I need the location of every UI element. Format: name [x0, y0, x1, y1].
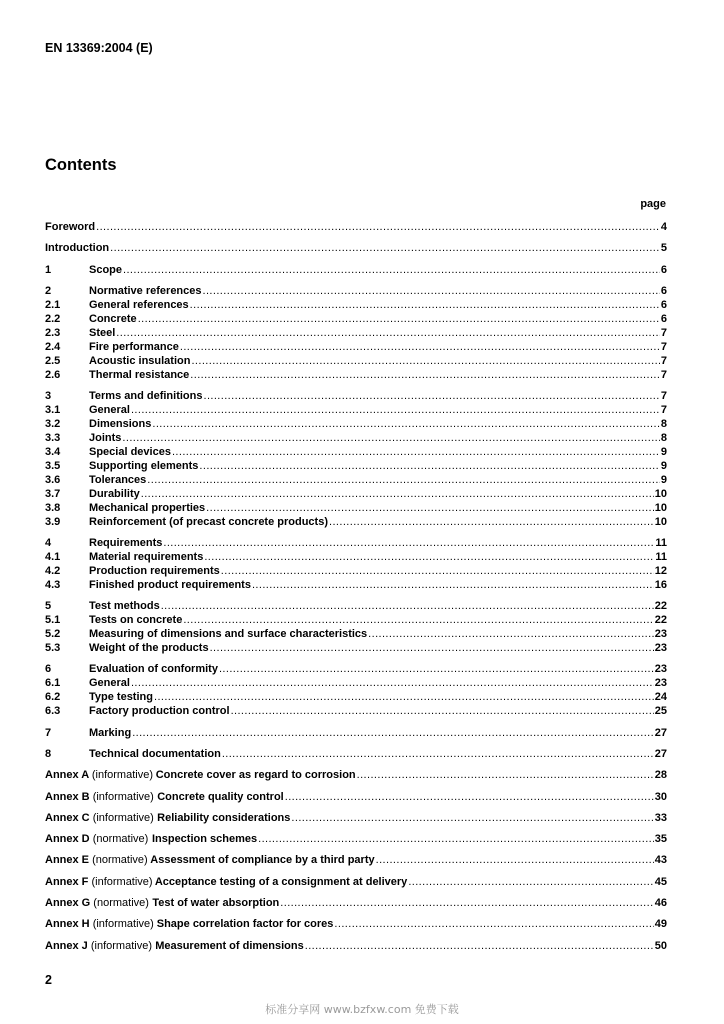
toc-entry-page: 12 — [654, 565, 667, 577]
dot-leader — [222, 747, 654, 761]
dot-leader — [357, 768, 654, 782]
toc-entry[interactable] — [45, 284, 667, 298]
dot-leader — [154, 690, 654, 704]
toc-entry-page: 25 — [654, 705, 667, 717]
annex-page: 49 — [654, 918, 667, 930]
annex-title: Assessment of compliance by a third party — [150, 854, 375, 866]
toc-entry-title: Measuring of dimensions and surface characteristics — [89, 628, 368, 640]
toc-entry[interactable] — [45, 220, 667, 234]
toc-entry-number: 4 — [45, 537, 52, 549]
dot-leader — [199, 459, 659, 473]
toc-entry[interactable] — [45, 550, 667, 564]
annex-title: Concrete quality control — [157, 791, 284, 803]
annex-page: 45 — [654, 876, 667, 888]
toc-entry-page: 7 — [660, 341, 667, 353]
toc-entry[interactable] — [45, 403, 667, 417]
toc-entry-page: 7 — [660, 390, 667, 402]
document-id: EN 13369:2004 (E) — [45, 41, 153, 55]
annex-page: 46 — [654, 897, 667, 909]
toc-entry-number: 8 — [45, 748, 52, 760]
page-column-label: page — [640, 198, 666, 210]
annex-page: 28 — [654, 769, 667, 781]
toc-entry-number: 5.1 — [45, 614, 61, 626]
dot-leader — [131, 676, 654, 690]
dot-leader — [110, 241, 660, 255]
dot-leader — [368, 627, 654, 641]
annex-type: (normative) — [92, 833, 149, 845]
toc-entry-page: 23 — [654, 642, 667, 654]
dot-leader — [203, 389, 659, 403]
toc-entry[interactable] — [45, 326, 667, 340]
toc-entry[interactable] — [45, 389, 667, 403]
toc-entry-number: 2.2 — [45, 313, 61, 325]
toc-entry-title: Joints — [89, 432, 122, 444]
toc-entry-title: Introduction — [45, 242, 110, 254]
toc-entry[interactable] — [45, 263, 667, 277]
dot-leader — [116, 326, 660, 340]
annex-type: (informative) — [91, 769, 153, 781]
toc-entry-title: Type testing — [89, 691, 153, 703]
toc-entry-page: 7 — [660, 327, 667, 339]
page-number: 2 — [45, 973, 52, 987]
toc-entry-title: Normative references — [89, 285, 202, 297]
toc-entry[interactable] — [45, 747, 667, 761]
dot-leader — [280, 896, 653, 910]
toc-entry-number: 2 — [45, 285, 52, 297]
annex-page: 43 — [654, 854, 667, 866]
annex-page: 33 — [654, 812, 667, 824]
annex-type: (informative) — [90, 940, 152, 952]
toc-entry-title: Factory production control — [89, 705, 230, 717]
toc-entry-number: 5.2 — [45, 628, 61, 640]
annex-label: Annex B — [45, 791, 90, 803]
toc-annex-entry[interactable] — [45, 939, 667, 953]
toc-entry[interactable] — [45, 501, 667, 515]
dot-leader — [122, 431, 659, 445]
toc-entry-number: 2.4 — [45, 341, 61, 353]
annex-label: Annex A — [45, 769, 89, 781]
dot-leader — [408, 875, 653, 889]
toc-entry-title: Marking — [89, 727, 132, 739]
dot-leader — [141, 487, 654, 501]
dot-leader — [161, 599, 654, 613]
toc-entry-title: Terms and definitions — [89, 390, 203, 402]
toc-entry-number: 3.1 — [45, 404, 61, 416]
toc-entry-number: 2.1 — [45, 299, 61, 311]
annex-prefix — [45, 875, 153, 889]
toc-entry-page: 23 — [654, 663, 667, 675]
dot-leader — [206, 501, 654, 515]
annex-label: Annex D — [45, 833, 90, 845]
toc-entry[interactable] — [45, 340, 667, 354]
toc-entry-title: Production requirements — [89, 565, 220, 577]
toc-entry[interactable] — [45, 473, 667, 487]
toc-entry[interactable] — [45, 726, 667, 740]
annex-title: Acceptance testing of a consignment at delivery — [154, 876, 408, 888]
toc-entry[interactable] — [45, 487, 667, 501]
dot-leader — [96, 220, 660, 234]
toc-entry-page: 23 — [654, 677, 667, 689]
toc-entry[interactable] — [45, 368, 667, 382]
annex-prefix — [45, 896, 149, 910]
toc-entry-page: 10 — [654, 502, 667, 514]
dot-leader — [210, 641, 654, 655]
toc-entry-page: 8 — [660, 418, 667, 430]
toc-annex-entry[interactable] — [45, 811, 667, 825]
annex-prefix — [45, 811, 154, 825]
toc-entry[interactable] — [45, 676, 667, 690]
annex-type: (normative) — [92, 854, 148, 866]
toc-entry-number: 4.1 — [45, 551, 61, 563]
annex-title: Test of water absorption — [152, 897, 280, 909]
toc-entry-number: 6.3 — [45, 705, 61, 717]
annex-prefix — [45, 853, 148, 867]
toc-entry[interactable] — [45, 662, 667, 676]
annex-title: Measurement of dimensions — [155, 940, 304, 952]
toc-entry-page: 4 — [660, 221, 667, 233]
toc-entry-title: Material requirements — [89, 551, 204, 563]
toc-entry-page: 22 — [654, 600, 667, 612]
toc-entry-number: 3 — [45, 390, 52, 402]
toc-entry-title: Test methods — [89, 600, 160, 612]
toc-entry-number: 5.3 — [45, 642, 61, 654]
toc-entry-page: 9 — [660, 460, 667, 472]
toc-annex-entry[interactable] — [45, 853, 667, 867]
toc-entry-page: 27 — [654, 748, 667, 760]
toc-entry-page: 5 — [660, 242, 667, 254]
toc-entry-number: 3.5 — [45, 460, 61, 472]
annex-page: 35 — [654, 833, 667, 845]
dot-leader — [152, 417, 660, 431]
dot-leader — [334, 917, 653, 931]
dot-leader — [123, 263, 660, 277]
toc-annex-entry[interactable] — [45, 917, 667, 931]
dot-leader — [180, 340, 660, 354]
toc-entry-title: Evaluation of conformity — [89, 663, 218, 675]
toc-entry-number: 3.2 — [45, 418, 61, 430]
toc-entry[interactable] — [45, 578, 667, 592]
toc-entry-number: 2.5 — [45, 355, 61, 367]
toc-entry-title: Finished product requirements — [89, 579, 251, 591]
dot-leader — [147, 473, 660, 487]
toc-entry-page: 11 — [655, 537, 667, 549]
dot-leader — [183, 613, 653, 627]
toc-entry-title: Concrete — [89, 313, 137, 325]
toc-entry-number: 6.1 — [45, 677, 61, 689]
toc-entry-page: 7 — [660, 369, 667, 381]
annex-prefix — [45, 768, 153, 782]
toc-entry[interactable] — [45, 515, 667, 529]
dot-leader — [252, 578, 654, 592]
toc-entry-number: 4.3 — [45, 579, 61, 591]
toc-entry[interactable] — [45, 312, 667, 326]
toc-entry-number: 6 — [45, 663, 52, 675]
toc-entry-title: General references — [89, 299, 189, 311]
toc-entry-title: Requirements — [89, 537, 163, 549]
dot-leader — [376, 853, 654, 867]
annex-title: Shape correlation factor for cores — [156, 918, 334, 930]
toc-entry-page: 22 — [654, 614, 667, 626]
annex-title: Inspection schemes — [151, 833, 258, 845]
dot-leader — [285, 790, 654, 804]
dot-leader — [258, 832, 654, 846]
toc-annex-entry[interactable] — [45, 875, 667, 889]
dot-leader — [329, 515, 654, 529]
dot-leader — [190, 368, 660, 382]
toc-entry-title: Thermal resistance — [89, 369, 190, 381]
toc-entry-number: 6.2 — [45, 691, 61, 703]
toc-entry-page: 6 — [660, 313, 667, 325]
toc-entry-page: 7 — [660, 355, 667, 367]
toc-entry-title: Tolerances — [89, 474, 147, 486]
toc-entry-page: 8 — [660, 432, 667, 444]
toc-entry-page: 16 — [654, 579, 667, 591]
dot-leader — [204, 550, 654, 564]
toc-entry-number: 3.3 — [45, 432, 61, 444]
dot-leader — [305, 939, 654, 953]
toc-entry[interactable] — [45, 641, 667, 655]
toc-entry-page: 27 — [654, 727, 667, 739]
toc-entry[interactable] — [45, 445, 667, 459]
toc-entry-title: Mechanical properties — [89, 502, 206, 514]
toc-entry-title: Steel — [89, 327, 116, 339]
toc-entry-number: 4.2 — [45, 565, 61, 577]
toc-entry[interactable] — [45, 599, 667, 613]
annex-label: Annex E — [45, 854, 90, 866]
toc-annex-entry[interactable] — [45, 896, 667, 910]
annex-label: Annex F — [45, 876, 89, 888]
annex-page: 50 — [654, 940, 667, 952]
toc-entry-title: Technical documentation — [89, 748, 221, 760]
toc-entry-number: 7 — [45, 727, 52, 739]
annex-label: Annex C — [45, 812, 90, 824]
toc-entry-number: 2.3 — [45, 327, 61, 339]
toc-entry-title: Special devices — [89, 446, 171, 458]
toc-entry[interactable] — [45, 536, 667, 550]
toc-entry[interactable] — [45, 354, 667, 368]
toc-entry-page: 23 — [654, 628, 667, 640]
toc-entry-page: 6 — [660, 299, 667, 311]
toc-annex-entry[interactable] — [45, 832, 667, 846]
toc-entry-page: 24 — [654, 691, 667, 703]
toc-entry-title: Scope — [89, 264, 123, 276]
annex-prefix — [45, 939, 152, 953]
toc-entry[interactable] — [45, 613, 667, 627]
page-title: Contents — [45, 156, 117, 174]
toc-entry[interactable] — [45, 431, 667, 445]
toc-entry-number: 3.9 — [45, 516, 61, 528]
toc-entry-number: 3.7 — [45, 488, 61, 500]
toc-entry-number: 3.6 — [45, 474, 61, 486]
toc-entry-title: Tests on concrete — [89, 614, 183, 626]
toc-entry-page: 11 — [655, 551, 667, 563]
dot-leader — [172, 445, 660, 459]
annex-type: (normative) — [93, 897, 149, 909]
annex-prefix — [45, 790, 154, 804]
toc-entry[interactable] — [45, 298, 667, 312]
annex-prefix — [45, 917, 154, 931]
dot-leader — [190, 298, 660, 312]
toc-entry[interactable] — [45, 627, 667, 641]
toc-entry-title: Foreword — [45, 221, 96, 233]
toc-annex-entry[interactable] — [45, 790, 667, 804]
toc-annex-entry[interactable] — [45, 768, 667, 782]
annex-page: 30 — [654, 791, 667, 803]
toc-entry-title: Acoustic insulation — [89, 355, 191, 367]
toc-entry[interactable] — [45, 564, 667, 578]
toc-entry-title: Reinforcement (of precast concrete products) — [89, 516, 328, 528]
annex-title: Concrete cover as regard to corrosion — [155, 769, 356, 781]
annex-label: Annex H — [45, 918, 90, 930]
dot-leader — [221, 564, 654, 578]
dot-leader — [203, 284, 660, 298]
toc-entry-title: Weight of the products — [89, 642, 209, 654]
dot-leader — [191, 354, 659, 368]
toc-entry-title: Fire performance — [89, 341, 179, 353]
dot-leader — [138, 312, 660, 326]
toc-entry[interactable] — [45, 241, 667, 255]
toc-entry[interactable] — [45, 459, 667, 473]
watermark: 标准分享网 www.bzfxw.com 免费下载 — [265, 1003, 459, 1016]
toc-entry-title: Supporting elements — [89, 460, 199, 472]
toc-entry-page: 7 — [660, 404, 667, 416]
dot-leader — [219, 662, 654, 676]
toc-entry-title: General — [89, 677, 130, 689]
annex-title: Reliability considerations — [157, 812, 291, 824]
toc-entry-number: 5 — [45, 600, 52, 612]
annex-type: (informative) — [91, 876, 153, 888]
dot-leader — [231, 704, 654, 718]
annex-type: (informative) — [92, 791, 154, 803]
toc-entry-number: 1 — [45, 264, 52, 276]
annex-label: Annex J — [45, 940, 88, 952]
toc-entry-page: 6 — [660, 264, 667, 276]
annex-prefix — [45, 832, 148, 846]
annex-type: (informative) — [92, 812, 154, 824]
toc-entry[interactable] — [45, 704, 667, 718]
toc-entry-title: Dimensions — [89, 418, 152, 430]
toc-entry-number: 2.6 — [45, 369, 61, 381]
toc-entry-page: 10 — [654, 488, 667, 500]
toc-entry[interactable] — [45, 690, 667, 704]
dot-leader — [291, 811, 653, 825]
toc-entry-page: 10 — [654, 516, 667, 528]
dot-leader — [132, 726, 654, 740]
toc-entry-number: 3.4 — [45, 446, 61, 458]
toc-entry-title: Durability — [89, 488, 140, 500]
toc-entry-number: 3.8 — [45, 502, 61, 514]
dot-leader — [163, 536, 654, 550]
toc-entry-page: 9 — [660, 474, 667, 486]
annex-type: (informative) — [92, 918, 154, 930]
toc-entry-title: General — [89, 404, 130, 416]
dot-leader — [131, 403, 660, 417]
toc-entry-page: 6 — [660, 285, 667, 297]
toc-entry[interactable] — [45, 417, 667, 431]
toc-entry-page: 9 — [660, 446, 667, 458]
annex-label: Annex G — [45, 897, 91, 909]
